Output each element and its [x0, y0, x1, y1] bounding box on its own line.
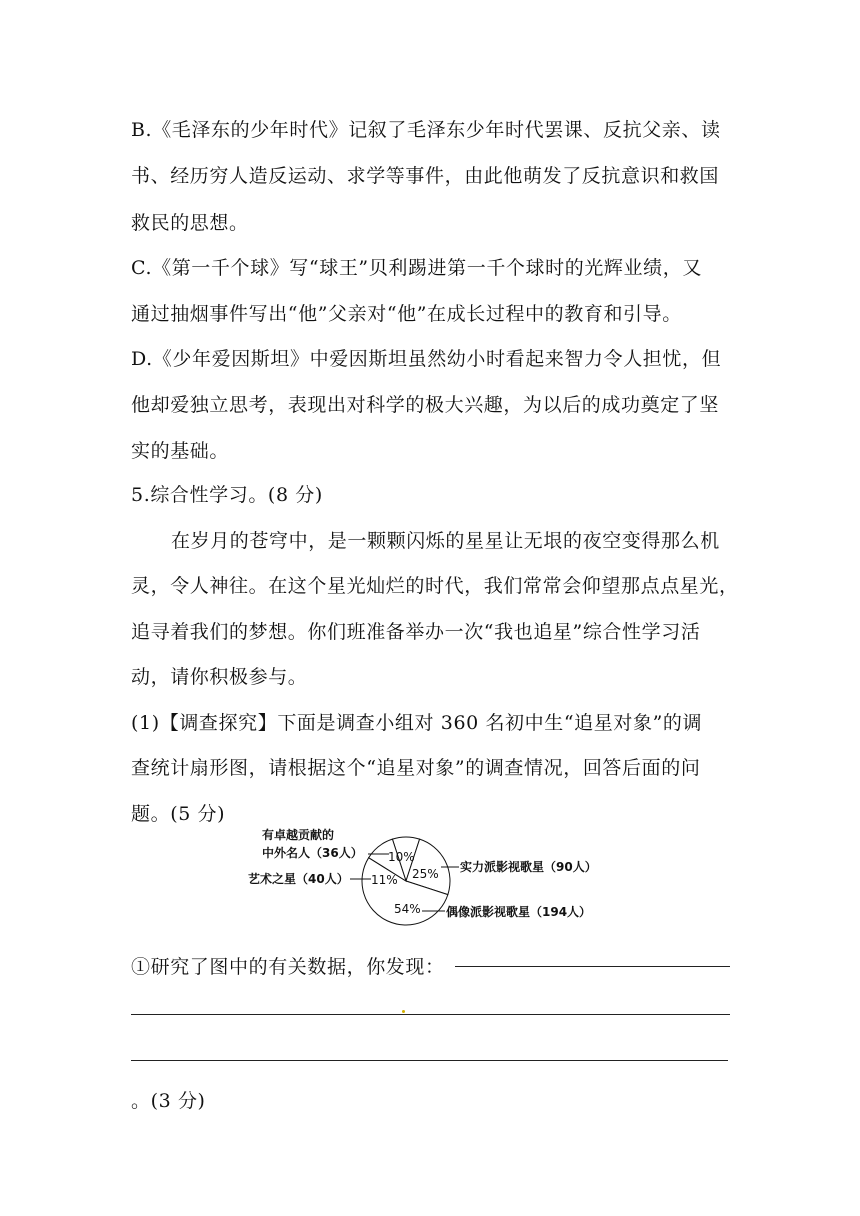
sub-question-1-1-prompt: ①研究了图中的有关数据，你发现：: [131, 956, 445, 978]
text-line-7: 他却爱独立思考，表现出对科学的极大兴趣，为以后的成功奠定了坚: [131, 394, 720, 416]
sub-question-1-line-1: (1)【调查探究】下面是调查小组对 360 名初中生“追星对象”的调: [131, 712, 703, 734]
text-line-2: 书、经历穷人造反运动、求学等事件，由此他萌发了反抗意识和救国: [131, 165, 720, 187]
answer-blank-3[interactable]: [131, 1060, 728, 1061]
intro-line-3: 追寻着我们的梦想。你们班准备举办一次“我也追星”综合性学习活: [131, 621, 701, 643]
percent-label-strength: 25%: [412, 867, 439, 881]
text-line-5: 通过抽烟事件写出“他”父亲对“他”在成长过程中的教育和引导。: [131, 303, 682, 325]
category-label-art: 艺术之星（40人）: [248, 872, 349, 886]
stray-dot: [402, 1010, 405, 1013]
text-line-1: B.《毛泽东的少年时代》记叙了毛泽东少年时代罢课、反抗父亲、读: [131, 119, 721, 141]
intro-line-4: 动，请你积极参与。: [131, 666, 308, 688]
pie-chart: [244, 823, 624, 929]
sub-question-1-line-3: 题。(5 分): [131, 803, 226, 825]
percent-label-art: 11%: [371, 873, 398, 887]
text-line-4: C.《第一千个球》写“球王”贝利踢进第一千个球时的光辉业绩，又: [131, 257, 702, 279]
question-5-heading: 5.综合性学习。(8 分): [131, 484, 323, 506]
sub-question-1-line-2: 查统计扇形图，请根据这个“追星对象”的调查情况，回答后面的问: [131, 757, 701, 779]
intro-line-2: 灵，令人神往。在这个星光灿烂的时代，我们常常会仰望那点点星光，: [131, 575, 739, 597]
category-label-famous-line-2: 中外名人（36人）: [262, 846, 363, 860]
percent-label-idol: 54%: [394, 902, 421, 916]
text-line-6: D.《少年爱因斯坦》中爱因斯坦虽然幼小时看起来智力令人担忧，但: [131, 348, 722, 370]
text-line-3: 救民的思想。: [131, 212, 249, 234]
score-note: 。(3 分): [131, 1090, 206, 1112]
category-label-idol: 偶像派影视歌星（194人）: [446, 905, 592, 919]
category-label-famous-line-1: 有卓越贡献的: [262, 828, 335, 842]
intro-line-1: 在岁月的苍穹中，是一颗颗闪烁的星星让无垠的夜空变得那么机: [171, 530, 720, 552]
text-line-8: 实的基础。: [131, 440, 230, 462]
answer-blank-1[interactable]: [455, 966, 730, 967]
percent-label-famous: 10%: [388, 850, 415, 864]
category-label-strength: 实力派影视歌星（90人）: [460, 860, 597, 874]
answer-blank-2[interactable]: [131, 1014, 730, 1015]
